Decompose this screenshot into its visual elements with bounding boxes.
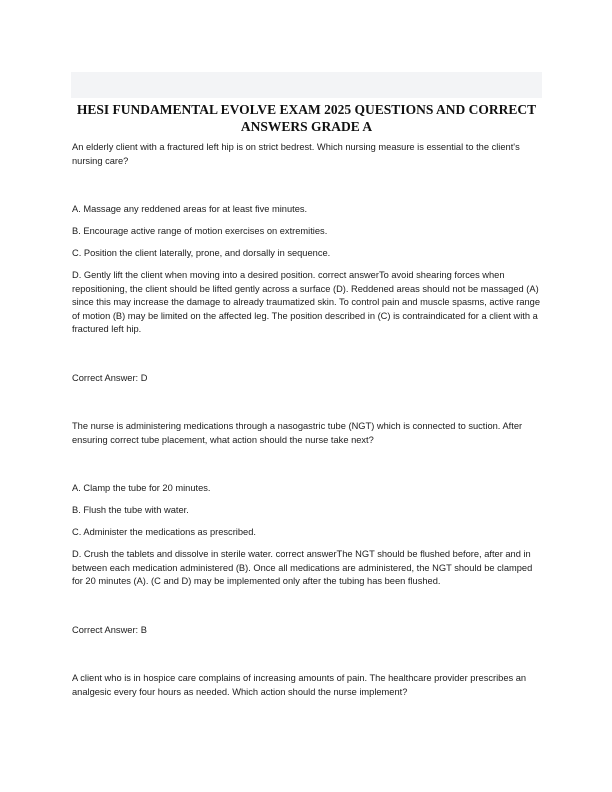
question-1-stem: An elderly client with a fractured left hip is on strict bedrest. Which nursing measure is essential to the client's nursing care? <box>72 142 520 166</box>
question-2-correct-answer: Correct Answer: B <box>72 624 147 635</box>
question-2-stem: The nurse is administering medications through a nasogastric tube (NGT) which is connected to suction. After ensuring correct tube placement, what action should the nurse take next? <box>72 421 523 445</box>
question-2-option-a: A. Clamp the tube for 20 minutes. <box>72 483 211 493</box>
question-2-option-d: D. Crush the tablets and dissolve in sterile water. correct answerThe NGT should be flushed before, after and in between each medication administered (B). Once all medications are administered, the NGT should be clamped for 20 minutes (A). (C and D) may be implemented only after the tubing has been flushed. <box>72 549 533 586</box>
question-1-option-a: A. Massage any reddened areas for at least five minutes. <box>72 204 308 214</box>
question-1-option-b: B. Encourage active range of motion exercises on extremities. <box>72 226 328 236</box>
header-band <box>71 72 542 98</box>
question-1-correct-answer: Correct Answer: D <box>72 372 148 383</box>
document-title: HESI FUNDAMENTAL EVOLVE EXAM 2025 QUESTIONS AND CORRECT ANSWERS GRADE A <box>76 102 537 134</box>
question-2-option-b: B. Flush the tube with water. <box>72 505 189 515</box>
document-body <box>72 141 542 699</box>
question-1-option-c: C. Position the client laterally, prone, and dorsally in sequence. <box>72 248 331 258</box>
question-3-stem: A client who is in hospice care complains of increasing amounts of pain. The healthcare provider prescribes an analgesic every four hours as needed. Which action should the nurse implement? <box>72 673 527 697</box>
question-1-option-d: D. Gently lift the client when moving into a desired position. correct answerTo avoid shearing forces when repositioning, the client should be lifted gently across a surface (D). Reddened areas should not be massaged (A) since this may increase the damage to already traumatized skin. To control pain and muscle spasms, active range of motion (B) may be limited on the affected leg. The position described in (C) is contraindicated for a client with a fractured left hip. <box>72 270 541 334</box>
question-2-option-c: C. Administer the medications as prescribed. <box>72 527 256 537</box>
